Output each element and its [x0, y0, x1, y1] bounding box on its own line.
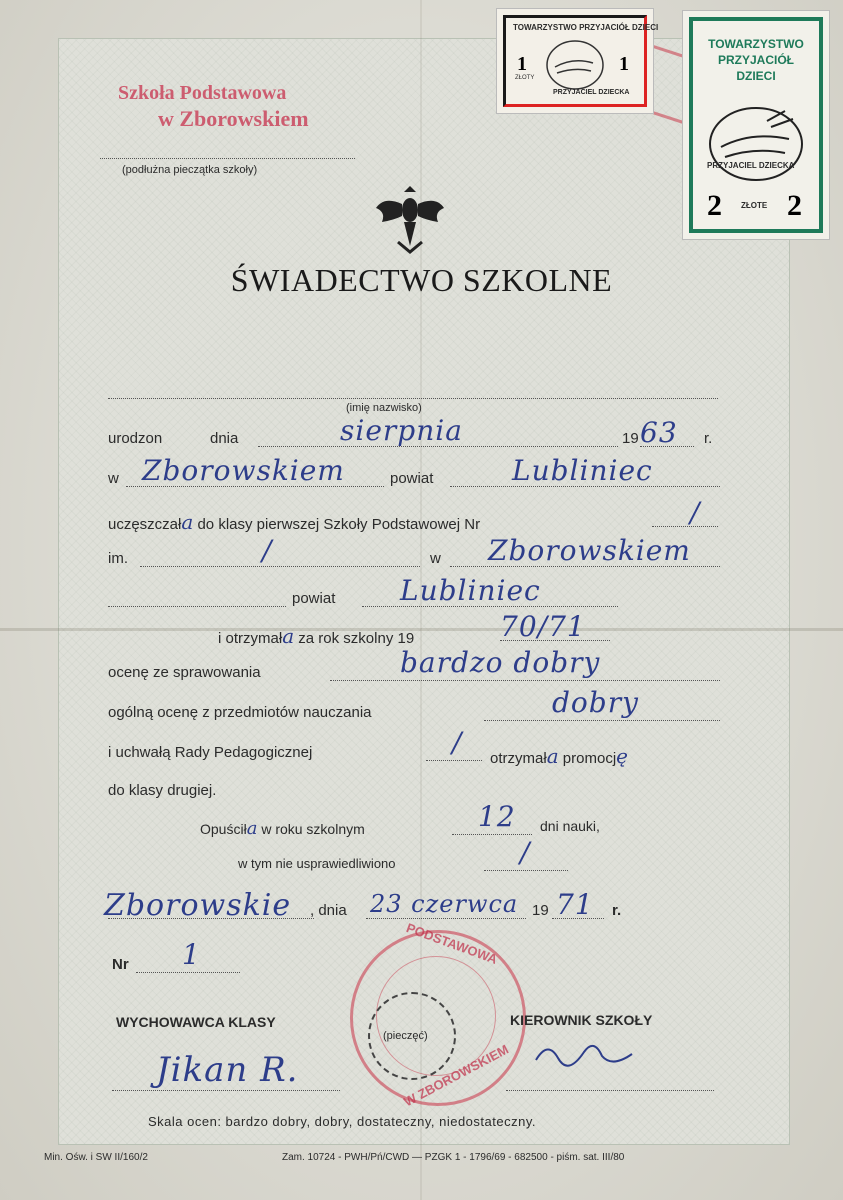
footer-left: Min. Ośw. i SW II/160/2 — [44, 1152, 148, 1163]
resolution-label: i uchwałą Rady Pedagogicznej — [108, 744, 313, 761]
birth-date-value: sierpnia — [340, 414, 463, 447]
unexcused-line — [484, 870, 568, 871]
stamp1-value-right: 1 — [619, 53, 629, 75]
stamp2-title3: DZIECI — [736, 69, 776, 83]
school-county-value: Lubliniec — [400, 574, 541, 607]
promo-label-a: otrzymał — [490, 750, 547, 767]
stamp-caption: (podłużna pieczątka szkoły) — [122, 164, 258, 176]
issue-date-value: 23 czerwca — [370, 890, 519, 918]
issue-date-line — [366, 918, 526, 919]
issue-year-prefix: 19 — [532, 902, 549, 919]
stamp2-title1: TOWARZYSTWO — [708, 37, 804, 51]
school-year-line — [500, 640, 610, 641]
school-w-label: w — [430, 550, 441, 567]
hands-icon — [543, 37, 607, 93]
school-rect-stamp — [112, 82, 360, 148]
school-no-line — [652, 526, 718, 527]
promo-label — [490, 744, 628, 768]
unexcused-label: w tym nie usprawiedliwiono — [238, 856, 396, 871]
stamp2-value-left: 2 — [707, 189, 722, 222]
principal-label: KIEROWNIK SZKOŁY — [510, 1012, 653, 1028]
school-stamp-line1: Szkoła Podstawowa — [118, 82, 287, 104]
issue-place-value: Zborowskie — [104, 888, 292, 923]
seal-label: (pieczęć) — [383, 1030, 428, 1042]
principal-signature — [528, 1030, 638, 1080]
stamp2-band: PRZYJACIEL DZIECKA — [707, 161, 795, 170]
footer-right: Zam. 10724 - PWH/Pń/CWD — PZGK 1 - 1796/69 - 682500 - piśm. sat. III/80 — [282, 1152, 625, 1163]
absent-label — [200, 818, 365, 839]
nr-label: Nr — [112, 956, 129, 973]
nr-value: 1 — [182, 938, 201, 971]
day-label: dnia — [210, 430, 239, 447]
overall-line — [484, 720, 720, 721]
round-seal-top-text: PODSTAWOWA — [404, 920, 500, 967]
patron-value: / — [262, 534, 273, 567]
grading-scale: Skala ocen: bardzo dobry, dobry, dostateczny, niedostateczny. — [148, 1114, 536, 1129]
resolution-line — [426, 760, 482, 761]
birth-county-value: Lubliniec — [512, 454, 653, 487]
eagle-emblem-icon — [374, 182, 446, 256]
patron-line — [140, 566, 420, 567]
teacher-signature: Jikan R. — [156, 1050, 299, 1090]
overall-grade: dobry — [552, 686, 639, 719]
attended-label-b: do klasy pierwszej Szkoły Podstawowej Nr — [197, 516, 481, 533]
received-label-b: za rok szkolny 19 — [298, 630, 415, 647]
issue-day-label: , dnia — [310, 902, 347, 919]
stamp2-value-right: 2 — [787, 189, 802, 222]
resolution-mark: / — [452, 726, 463, 759]
birth-year-line — [640, 446, 694, 447]
stamp1-unit: ZŁOTY — [515, 75, 535, 81]
revenue-stamp-1zl — [496, 8, 659, 114]
teacher-sign-line — [112, 1090, 340, 1091]
place-w-label: w — [108, 470, 119, 487]
stamp1-top-text: TOWARZYSTWO PRZYJACIÓŁ DZIECI — [513, 23, 659, 32]
attended-suffix: a — [181, 510, 194, 534]
revenue-stamp-2zl — [682, 10, 830, 240]
year-r: r. — [704, 430, 713, 447]
conduct-label: ocenę ze sprawowania — [108, 664, 261, 681]
born-label: urodzon — [108, 430, 163, 447]
issue-year-value: 71 — [556, 888, 594, 921]
absent-label-b: w roku szkolnym — [261, 821, 365, 837]
school-stamp-line2: w Zborowskiem — [158, 106, 309, 131]
im-label: im. — [108, 550, 128, 567]
document-title: ŚWIADECTWO SZKOLNE — [230, 262, 613, 298]
year-prefix: 19 — [622, 430, 639, 447]
stamp2-unit: ZŁOTE — [741, 201, 768, 210]
promo-label-b: promocj — [562, 750, 617, 767]
promo-label-c: do klasy drugiej. — [108, 782, 217, 799]
round-seal-bottom-text: W ZBOROWSKIEM — [401, 1041, 511, 1110]
received-suffix: a — [282, 624, 295, 648]
absent-suffix: a — [246, 818, 258, 839]
name-line — [108, 398, 718, 399]
school-county-label: powiat — [292, 590, 336, 607]
school-place-value: Zborowskiem — [488, 534, 691, 567]
conduct-grade: bardzo dobry — [400, 646, 601, 679]
hands-icon — [705, 103, 807, 185]
principal-sign-line — [506, 1090, 714, 1091]
issue-year-line — [552, 918, 604, 919]
county-label: powiat — [390, 470, 434, 487]
stamp1-band: PRZYJACIEL DZIECKA — [553, 89, 630, 96]
absent-days-line — [452, 834, 532, 835]
nr-line — [136, 972, 240, 973]
unexcused-value: / — [520, 836, 531, 869]
birth-place-value: Zborowskiem — [142, 454, 345, 487]
attended-label — [108, 510, 480, 534]
birth-year-value: 63 — [640, 416, 678, 449]
promo-suffix2: ę — [616, 744, 628, 768]
absent-days-value: 12 — [478, 800, 516, 833]
issue-year-r: r. — [612, 902, 622, 919]
received-label-a: i otrzymał — [218, 630, 283, 647]
conduct-line — [330, 680, 720, 681]
received-label — [218, 624, 414, 648]
absent-label-c: dni nauki, — [540, 818, 600, 834]
teacher-label: WYCHOWAWCA KLASY — [116, 1014, 276, 1030]
school-year-value: 70/71 — [500, 610, 586, 643]
attended-label-a: uczęszczał — [108, 516, 182, 533]
stamp-dotted-line — [100, 158, 355, 159]
overall-label: ogólną ocenę z przedmiotów nauczania — [108, 704, 372, 721]
promo-suffix: a — [546, 744, 559, 768]
absent-label-a: Opuścił — [200, 821, 247, 837]
county-blank-line — [108, 606, 286, 607]
issue-place-line — [108, 918, 314, 919]
school-no-value: / — [690, 496, 701, 529]
name-caption: (imię nazwisko) — [346, 402, 422, 414]
stamp1-value-left: 1 — [517, 53, 527, 75]
stamp2-title2: PRZYJACIÓŁ — [717, 53, 794, 67]
